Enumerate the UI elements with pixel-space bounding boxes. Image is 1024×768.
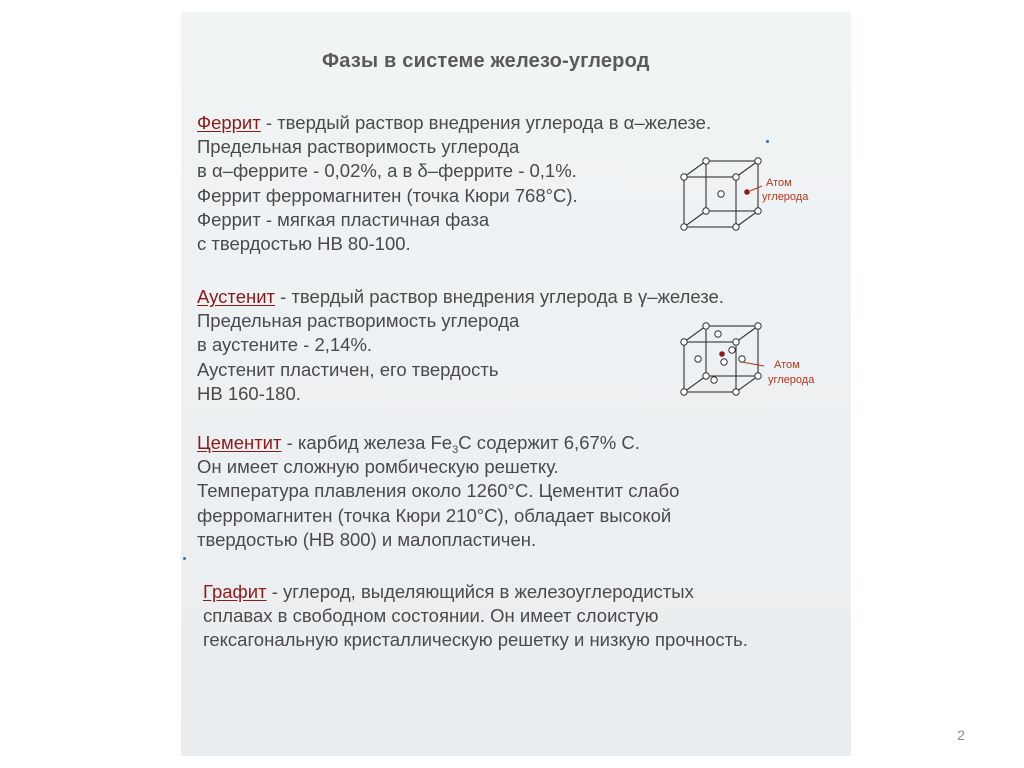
ferrite-line-6: с твердостью НВ 80-100. [197, 232, 411, 254]
cementite-term: Цементит [197, 432, 282, 453]
fcc-lattice-diagram [678, 322, 838, 398]
austenite-line-2: Предельная растворимость углерода [197, 310, 520, 332]
austenite-atom-label-line2: углерода [768, 374, 815, 386]
graphite-definition: - углерод, выделяющийся в железоуглеродистых [266, 581, 694, 602]
graphite-line-3: гексагональную кристаллическую решетку и низкую прочность. [203, 629, 748, 651]
cementite-line-1 [197, 431, 679, 455]
austenite-atom-label-line1: Атом [774, 359, 800, 371]
cementite-definition-b: C содержит 6,67% С. [458, 432, 640, 453]
ferrite-atom-label-line2: углерода [762, 191, 809, 203]
austenite-line-3: в аустените - 2,14%. [197, 334, 373, 356]
ferrite-definition: - твердый раствор внедрения углерода в α–железе. [260, 112, 712, 133]
cementite-line-4: ферромагнитен (точка Кюри 210°С), обладает высокой [197, 504, 672, 526]
austenite-term: Аустенит [197, 286, 276, 307]
cementite-line-3: Температура плавления около 1260°С. Цементит слабо [197, 480, 680, 502]
ferrite-atom-label-line1: Атом [766, 177, 792, 189]
decorative-dot [183, 557, 186, 560]
ferrite-section [197, 111, 711, 256]
decorative-dot [766, 140, 769, 143]
austenite-definition: - твердый раствор внедрения углерода в γ–железе. [275, 286, 724, 307]
bcc-lattice-diagram [678, 155, 838, 235]
ferrite-line-2: Предельная растворимость углерода [197, 136, 520, 158]
graphite-line-2: сплавах в свободном состоянии. Он имеет слоистую [203, 605, 659, 627]
austenite-line-1 [197, 285, 724, 309]
slide-title: Фазы в системе железо-углерод [322, 50, 650, 72]
ferrite-line-1 [197, 111, 711, 135]
cementite-line-5: твердостью (НВ 800) и малопластичен. [197, 528, 537, 550]
ferrite-line-4: Феррит ферромагнитен (точка Кюри 768°С). [197, 184, 578, 206]
cementite-line-2: Он имеет сложную ромбическую решетку. [197, 456, 559, 478]
page-number: 2 [957, 727, 965, 743]
ferrite-line-5: Феррит - мягкая пластичная фаза [197, 208, 490, 230]
graphite-line-1 [203, 580, 748, 604]
cementite-section [197, 431, 679, 552]
graphite-section [203, 580, 748, 653]
ferrite-term: Феррит [197, 112, 261, 133]
graphite-term: Графит [203, 581, 267, 602]
austenite-line-5: НВ 160-180. [197, 382, 301, 404]
austenite-line-4: Аустенит пластичен, его твердость [197, 358, 499, 380]
cementite-subscript: 3 [452, 444, 459, 456]
cementite-definition-a: - карбид железа Fe [281, 432, 453, 453]
ferrite-line-3: в α–феррите - 0,02%, а в δ–феррите - 0,1%. [197, 160, 577, 182]
austenite-section [197, 285, 724, 406]
